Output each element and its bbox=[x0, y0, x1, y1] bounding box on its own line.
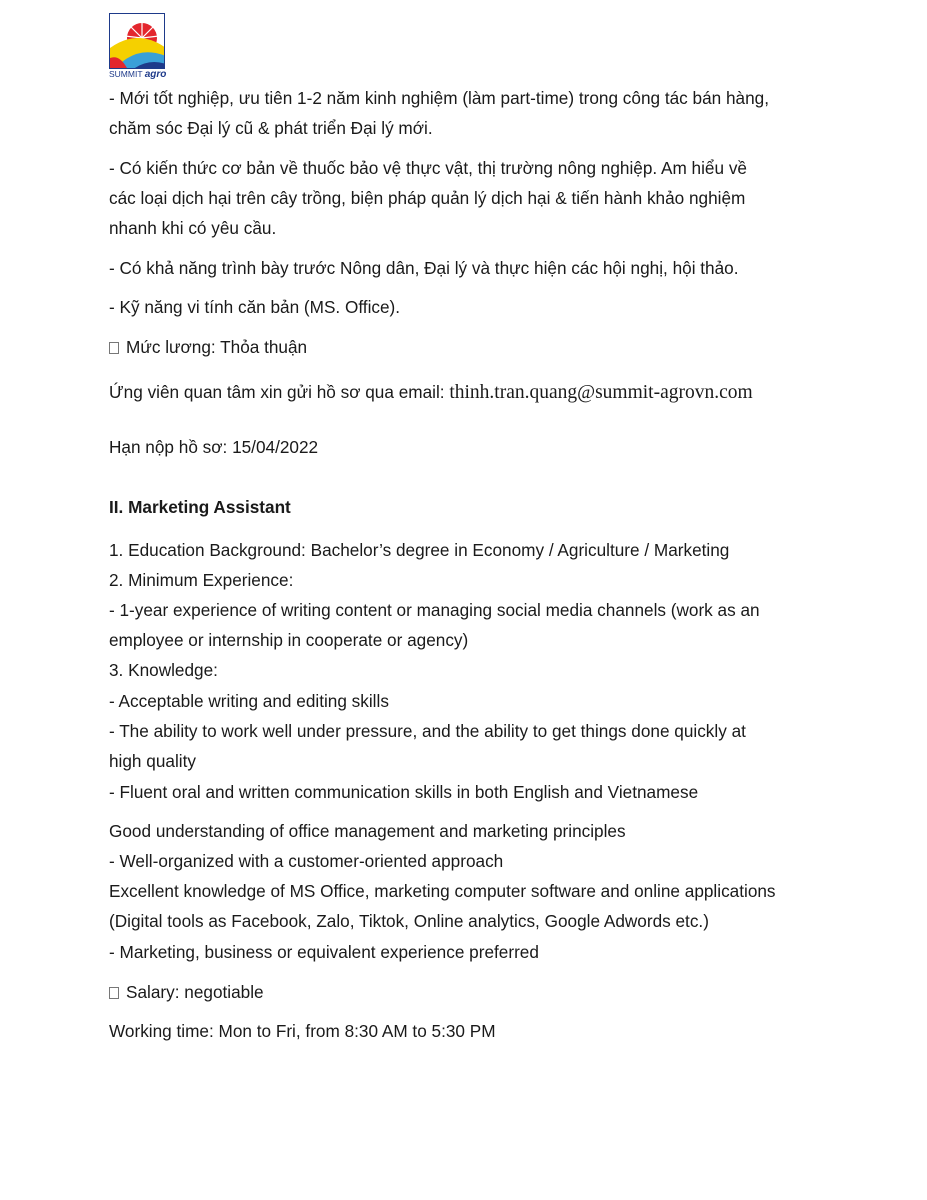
logo-wordmark bbox=[109, 69, 171, 80]
paragraph-line: chăm sóc Đại lý cũ & phát triển Đại lý mới. bbox=[109, 118, 433, 138]
paragraph-line: - Có khả năng trình bày trước Nông dân, Đại lý và thực hiện các hội nghị, hội thảo. bbox=[109, 258, 739, 278]
deadline-line: Hạn nộp hồ sơ: 15/04/2022 bbox=[109, 437, 319, 457]
paragraph-line: - Marketing, business or equivalent experience preferred bbox=[109, 942, 539, 962]
bullet-box-icon bbox=[109, 342, 119, 354]
summit-agro-logo bbox=[109, 13, 169, 79]
bullet-box-icon bbox=[109, 987, 119, 999]
paragraph-line: - Mới tốt nghiệp, ưu tiên 1-2 năm kinh nghiệm (làm part-time) trong công tác bán hàng, bbox=[109, 88, 769, 108]
paragraph-line: - Kỹ năng vi tính căn bản (MS. Office). bbox=[109, 297, 401, 317]
paragraph-line: - Well-organized with a customer-oriented approach bbox=[109, 851, 504, 871]
salary-text: Mức lương: Thỏa thuận bbox=[126, 337, 308, 357]
email-label: Ứng viên quan tâm xin gửi hồ sơ qua email: bbox=[109, 382, 450, 402]
working-time-line: Working time: Mon to Fri, from 8:30 AM to 5:30 PM bbox=[109, 1021, 496, 1041]
paragraph-line: (Digital tools as Facebook, Zalo, Tiktok, Online analytics, Google Adwords etc.) bbox=[109, 911, 709, 931]
paragraph-line: Good understanding of office management and marketing principles bbox=[109, 821, 626, 841]
paragraph-line: các loại dịch hại trên cây trồng, biện pháp quản lý dịch hại & tiến hành khảo nghiệm bbox=[109, 188, 746, 208]
paragraph-line: - Có kiến thức cơ bản về thuốc bảo vệ thực vật, thị trường nông nghiệp. Am hiểu về bbox=[109, 158, 747, 178]
paragraph-line: high quality bbox=[109, 751, 196, 771]
paragraph-line: - Fluent oral and written communication skills in both English and Vietnamese bbox=[109, 782, 699, 802]
sun-rainbow-logo-icon bbox=[109, 13, 165, 69]
paragraph-line: 3. Knowledge: bbox=[109, 660, 218, 680]
logo-suffix: agro bbox=[144, 69, 167, 80]
email-line bbox=[109, 381, 753, 404]
email-link[interactable]: thinh.tran.quang@summit-agrovn.com bbox=[449, 382, 753, 403]
paragraph-line: - The ability to work well under pressure, and the ability to get things done quickly at bbox=[109, 721, 746, 741]
paragraph-line: - 1-year experience of writing content or managing social media channels (work as an bbox=[109, 600, 760, 620]
paragraph-line: nhanh khi có yêu cầu. bbox=[109, 218, 277, 238]
section-heading: II. Marketing Assistant bbox=[109, 497, 291, 517]
salary-text: Salary: negotiable bbox=[126, 982, 264, 1002]
paragraph-line: employee or internship in cooperate or agency) bbox=[109, 630, 469, 650]
salary-line-vi bbox=[109, 336, 307, 358]
paragraph-line: 1. Education Background: Bachelor’s degree in Economy / Agriculture / Marketing bbox=[109, 540, 730, 560]
paragraph-line: Excellent knowledge of MS Office, marketing computer software and online applications bbox=[109, 881, 776, 901]
salary-line-en bbox=[109, 981, 264, 1003]
paragraph-line: - Acceptable writing and editing skills bbox=[109, 691, 389, 711]
logo-prefix: SUMMIT bbox=[109, 69, 143, 79]
paragraph-line: 2. Minimum Experience: bbox=[109, 570, 294, 590]
